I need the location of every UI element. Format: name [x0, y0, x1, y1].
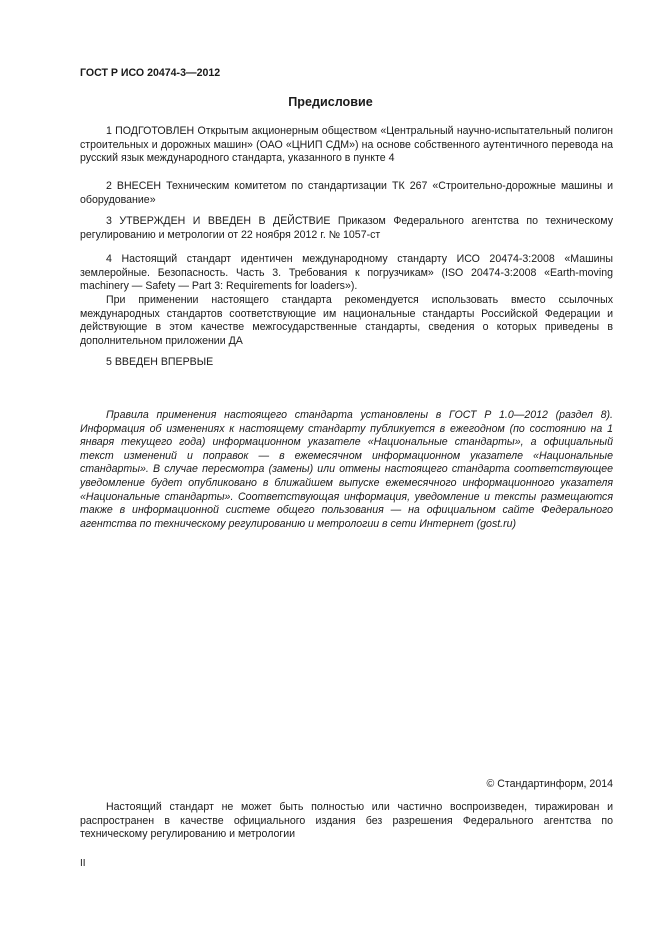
foreword-item-3: 3 УТВЕРЖДЕН И ВВЕДЕН В ДЕЙСТВИЕ Приказом Федерального агентства по техническому регулированию и метрологии от 22 ноября 2012 г. № 1057-ст — [80, 215, 613, 241]
page-number: II — [80, 858, 86, 869]
application-rules-note: Правила применения настоящего стандарта установлены в ГОСТ Р 1.0—2012 (раздел 8). Информация об изменениях к настоящему стандарту публикуется в ежегодном (по состоянию на 1 января текущего года) информационном указателе «Национальные стандарты», а официальный текст изменений и поправок — в ежемесячном информационном указателе «Национальные стандарты». В случае пересмотра (замены) или отмены настоящего стандарта соответствующее уведомление будет опубликовано в ближайшем выпуске ежемесячного информационного указателя «Национальные стандарты». Соответствующая информация, уведомление и тексты размещаются также в информационной системе общего пользования — на официальном сайте Федерального агентства по техническому регулированию и метрологии в сети Интернет (gost.ru) — [80, 409, 613, 530]
reproduction-notice: Настоящий стандарт не может быть полностью или частично воспроизведен, тиражирован и распространен в качестве официального издания без разрешения Федерального агентства по техническому регулированию и метрологии — [80, 801, 613, 841]
foreword-item-4-usage: При применении настоящего стандарта рекомендуется использовать вместо ссылочных международных стандартов соответствующие им национальные стандарты Российской Федерации и действующие в этом качестве межгосударственные стандарты, сведения о которых приведены в дополнительном приложении ДА — [80, 294, 613, 347]
foreword-item-5: 5 ВВЕДЕН ВПЕРВЫЕ — [106, 356, 214, 368]
document-id-header: ГОСТ Р ИСО 20474-3—2012 — [80, 67, 221, 79]
copyright-notice: © Стандартинформ, 2014 — [486, 778, 613, 790]
foreword-item-4: 4 Настоящий стандарт идентичен международному стандарту ИСО 20474-3:2008 «Машины землеройные. Безопасность. Часть 3. Требования к погрузчикам» (ISO 20474-3:2008 «Earth-moving machinery — Safety — Part 3: Requirements for loaders»). — [80, 253, 613, 293]
foreword-item-1: 1 ПОДГОТОВЛЕН Открытым акционерным обществом «Центральный научно-испытательный полигон строительных и дорожных машин» (ОАО «ЦНИП СДМ») на основе собственного аутентичного перевода на русский язык международного стандарта, указанного в пункте 4 — [80, 125, 613, 165]
foreword-item-2: 2 ВНЕСЕН Техническим комитетом по стандартизации ТК 267 «Строительно-дорожные машины и оборудование» — [80, 180, 613, 206]
section-title: Предисловие — [288, 95, 373, 109]
